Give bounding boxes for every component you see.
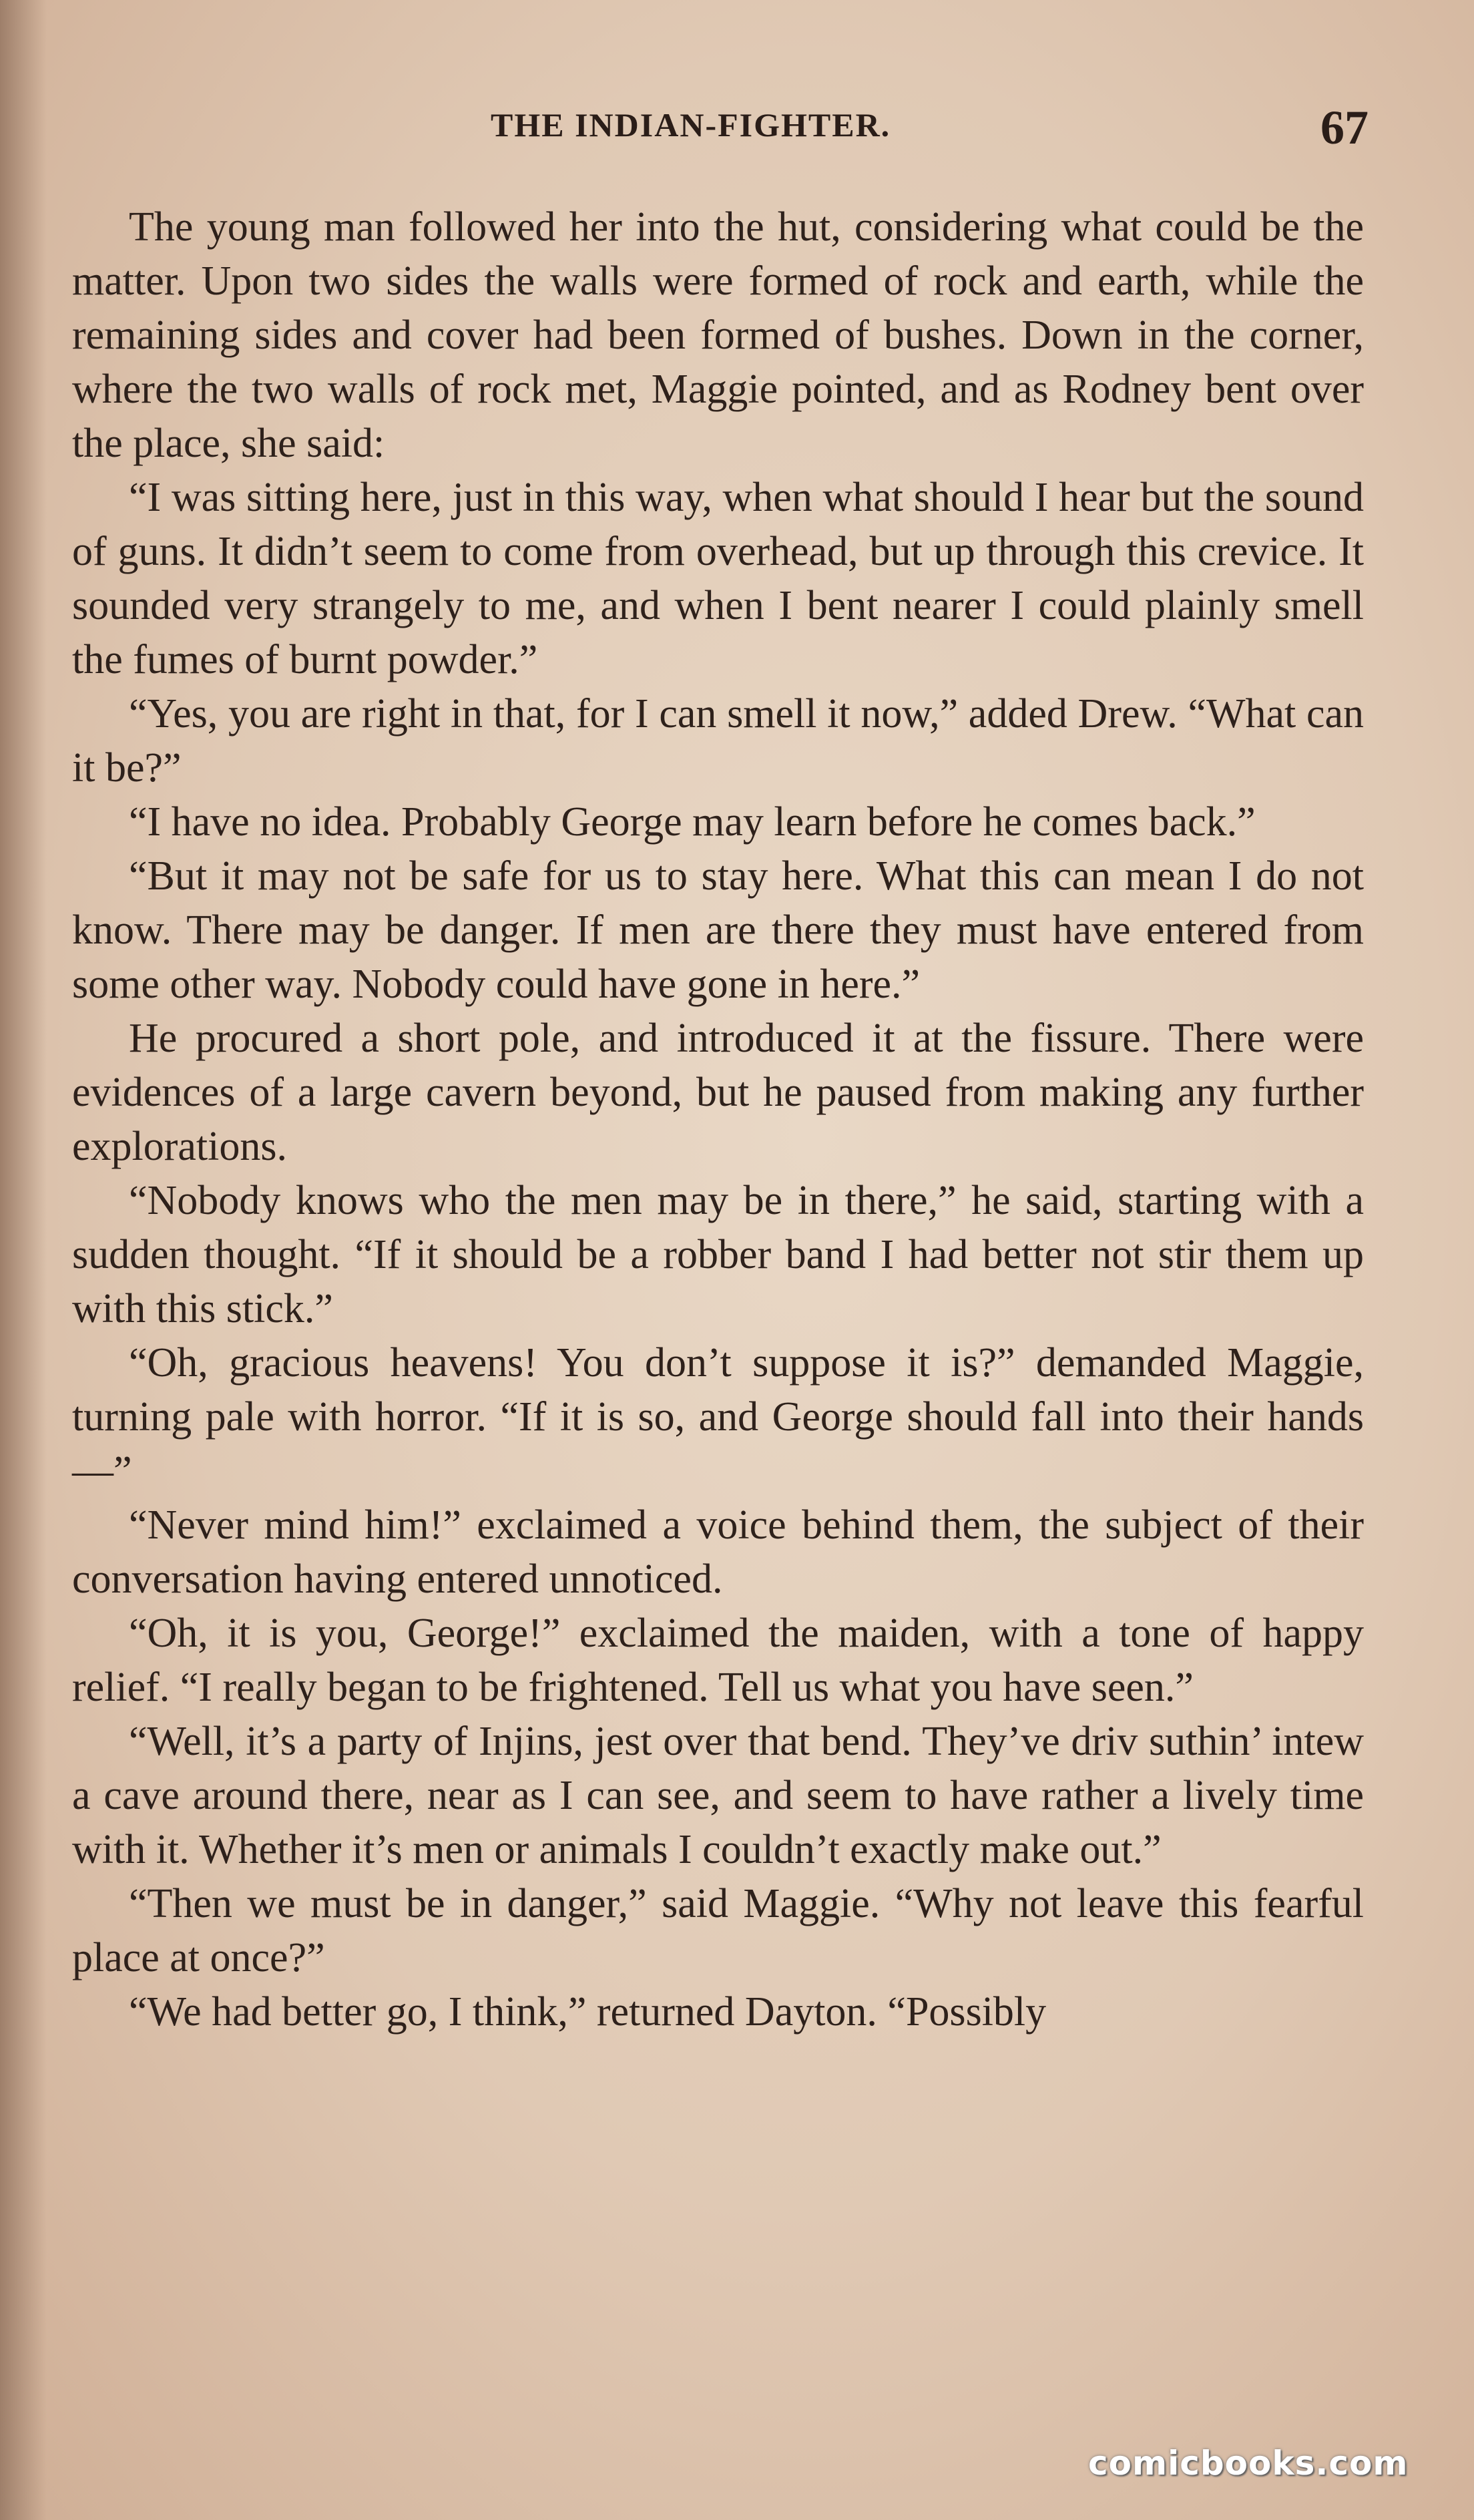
watermark: comicbooks.com — [1088, 2444, 1409, 2483]
paragraph: “But it may not be safe for us to stay here. What this can mean I do not know. There may be danger. If men are there they must have entered from some other way. Nobody could have gone in here.” — [72, 853, 1364, 1007]
paragraph: “Never mind him!” exclaimed a voice behind them, the subject of their conversation having entered unnoticed. — [72, 1502, 1364, 1602]
paragraph: “Yes, you are right in that, for I can smell it now,” added Drew. “What can it be?” — [72, 691, 1364, 791]
running-title: THE INDIAN-FIGHTER. — [491, 106, 891, 144]
paragraph: “Then we must be in danger,” said Maggie. “Why not leave this fearful place at once?” — [72, 1881, 1364, 1980]
paragraph: “Well, it’s a party of Injins, jest over that bend. They’ve driv suthin’ intew a cave around there, near as I can see, and seem to have rather a lively time with it. Whether it’s men or animals I couldn’t exactly make out.” — [72, 1719, 1364, 1872]
paragraph: The young man followed her into the hut, considering what could be the matter. Upon two sides the walls were formed of rock and earth, while the remaining sides and cover had been formed of bushes. Down in the corner, where the two walls of rock met, Maggie pointed, and as Rodney bent over the place, she said: — [72, 204, 1364, 466]
paragraph: “Oh, it is you, George!” exclaimed the maiden, with a tone of happy relief. “I really began to be frightened. Tell us what you have seen.” — [72, 1611, 1364, 1710]
page-number: 67 — [1320, 101, 1369, 154]
paragraph: He procured a short pole, and introduced it at the fissure. There were evidences of a large cavern beyond, but he paused from making any further explorations. — [72, 1016, 1364, 1169]
paragraph: “Nobody knows who the men may be in there,” he said, starting with a sudden thought. “If it should be a robber band I had better not stir them up with this stick.” — [72, 1178, 1364, 1331]
paragraph: “Oh, gracious heavens! You don’t suppose it is?” demanded Maggie, turning pale with horror. “If it is so, and George should fall into their hands—” — [72, 1340, 1364, 1494]
binding-shadow — [0, 0, 47, 2520]
paragraph: “We had better go, I think,” returned Dayton. “Possibly — [129, 1989, 1047, 2035]
paragraph: “I have no idea. Probably George may learn before he comes back.” — [129, 799, 1256, 845]
page-header — [0, 100, 1474, 160]
body-text — [72, 200, 1364, 2039]
paragraph: “I was sitting here, just in this way, when what should I hear but the sound of guns. It didn’t seem to come from overhead, but up through this crevice. It sounded very strangely to me, and when I bent nearer I could plainly smell the fumes of burnt powder.” — [72, 475, 1364, 682]
